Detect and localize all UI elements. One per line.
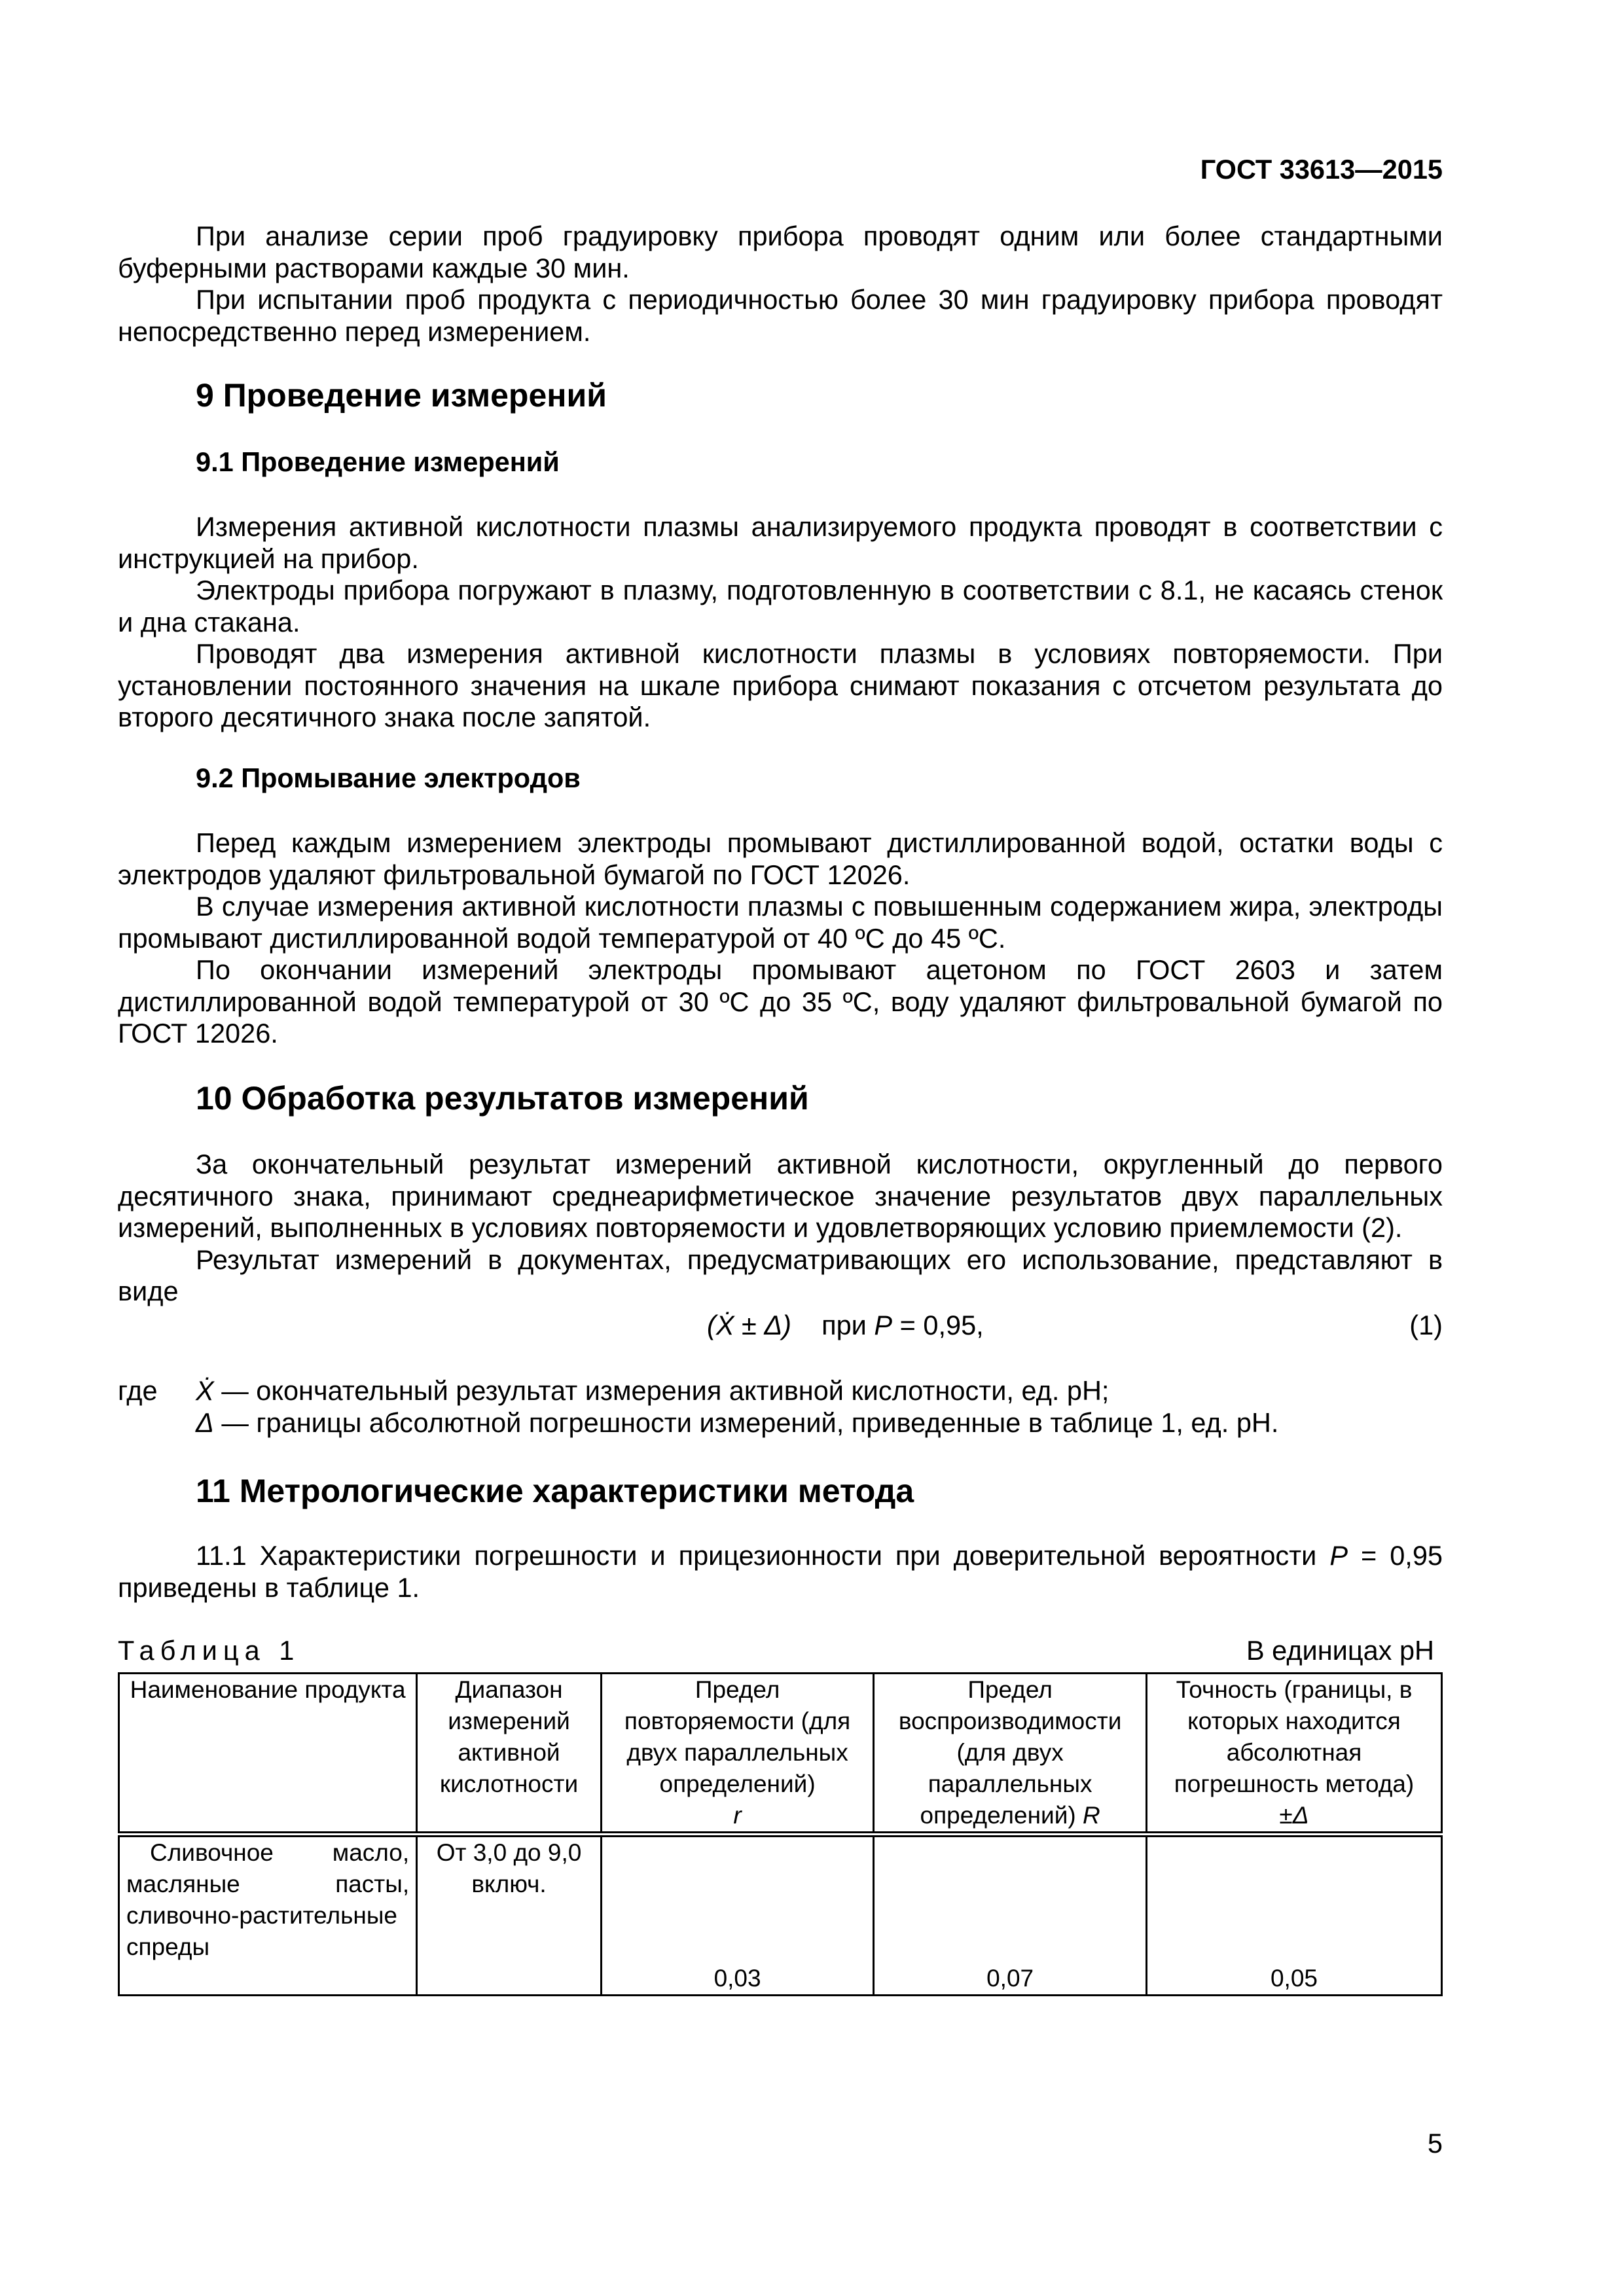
- document-header: ГОСТ 33613—2015: [1200, 154, 1443, 185]
- text: = 0,95 приведены в таблице 1.: [118, 1540, 1443, 1603]
- section-11-body: [118, 1540, 1443, 1604]
- table-1: [118, 1672, 1443, 1996]
- page-number: 5: [1427, 2128, 1443, 2159]
- table-row: [119, 1835, 1442, 1996]
- column-header: Наименование продукта: [119, 1674, 417, 1835]
- section-9-1-body: [118, 511, 1443, 734]
- symbol: Δ: [196, 1407, 214, 1438]
- formula-number: (1): [1409, 1310, 1443, 1340]
- section-11-heading: [118, 1471, 1443, 1511]
- section-9-2-body: [118, 827, 1443, 1050]
- formula-expr: (Ẋ ± Δ): [707, 1310, 791, 1340]
- column-header: Предел воспроизводимости (для двух параллельных определений) R: [874, 1674, 1147, 1835]
- section-9-2-heading: [118, 762, 1443, 795]
- formula-definitions: [118, 1375, 1443, 1439]
- symbol: Ẋ: [196, 1375, 214, 1406]
- section-10-heading: [118, 1079, 1443, 1118]
- heading: 10 Обработка результатов измерений: [196, 1080, 809, 1117]
- paragraph: В случае измерения активной кислотности плазмы с повышенным содержанием жира, электроды промывают дистиллированной водой температурой от 40 ºС до 45 ºС.: [118, 891, 1443, 954]
- text: 11.1 Характеристики погрешности и прицезионности при доверительной вероятности: [196, 1540, 1330, 1571]
- paragraph: За окончательный результат измерений активной кислотности, округленный до первого десятичного знака, принимают среднеарифметическое значение результатов двух параллельных измерений, выполненных в условиях повторяемости и удовлетворяющих условию приемлемости (2).: [118, 1149, 1443, 1243]
- column-header: Предел повторяемости (для двух параллельных определений) r: [601, 1674, 873, 1835]
- intro-section: [118, 221, 1443, 348]
- cell-product: Сливочное масло, масляные пасты, сливочно-растительные спреды: [119, 1835, 417, 1996]
- heading: 9 Проведение измерений: [196, 377, 607, 414]
- where-label: где: [118, 1375, 158, 1406]
- subheading: 9.1 Проведение измерений: [196, 446, 560, 477]
- paragraph: При анализе серии проб градуировку прибора проводят одним или более стандартными буферными растворами каждые 30 мин.: [118, 221, 1443, 283]
- paragraph: Измерения активной кислотности плазмы анализируемого продукта проводят в соответствии с инструкцией на прибор.: [118, 511, 1443, 574]
- section-9-1-heading: [118, 446, 1443, 478]
- column-header: Диапазон измерений активной кислотности: [417, 1674, 602, 1835]
- cell-reproducibility: 0,07: [874, 1835, 1147, 1996]
- cell-repeatability: 0,03: [601, 1835, 873, 1996]
- paragraph: Результат измерений в документах, предусматривающих его использование, представляют в виде: [118, 1244, 1443, 1306]
- symbol: P: [1329, 1540, 1348, 1571]
- paragraph: По окончании измерений электроды промывают ацетоном по ГОСТ 2603 и затем дистиллированной водой температурой от 30 ºС до 35 ºС, воду удаляют фильтровальной бумагой по ГОСТ 12026.: [118, 954, 1443, 1049]
- column-header: Точность (границы, в которых находится абсолютная погрешность метода) ±Δ: [1146, 1674, 1441, 1835]
- formula-value: = 0,95,: [892, 1310, 984, 1340]
- section-9-heading: [118, 376, 1443, 415]
- table-units: В единицах pH: [1246, 1635, 1434, 1666]
- paragraph: [118, 1540, 1443, 1604]
- paragraph: При испытании проб продукта с периодичностью более 30 мин градуировку прибора проводят непосредственно перед измерением.: [118, 284, 1443, 347]
- definition: — границы абсолютной погрешности измерений, приведенные в таблице 1, ед. pH.: [213, 1407, 1279, 1438]
- paragraph: Перед каждым измерением электроды промывают дистиллированной водой, остатки воды с электродов удаляют фильтровальной бумагой по ГОСТ 12026.: [118, 827, 1443, 890]
- subheading: 9.2 Промывание электродов: [196, 762, 581, 793]
- table-caption: Таблица 1: [118, 1635, 300, 1666]
- paragraph: Электроды прибора погружают в плазму, подготовленную в соответствии с 8.1, не касаясь стенок и дна стакана.: [118, 575, 1443, 637]
- formula-var: P: [874, 1310, 893, 1340]
- paragraph: Проводят два измерения активной кислотности плазмы в условиях повторяемости. При установлении постоянного значения на шкале прибора снимают показания с отсчетом результата до второго десятичного знака после запятой.: [118, 638, 1443, 732]
- formula-expression: [707, 1310, 984, 1342]
- cell-accuracy: 0,05: [1146, 1835, 1441, 1996]
- section-10-body: [118, 1149, 1443, 1308]
- definition: — окончательный результат измерения активной кислотности, ед. pH;: [213, 1375, 1110, 1406]
- formula-cond: при: [821, 1310, 875, 1340]
- cell-range: От 3,0 до 9,0 включ.: [417, 1835, 602, 1996]
- heading: 11 Метрологические характеристики метода: [196, 1473, 914, 1509]
